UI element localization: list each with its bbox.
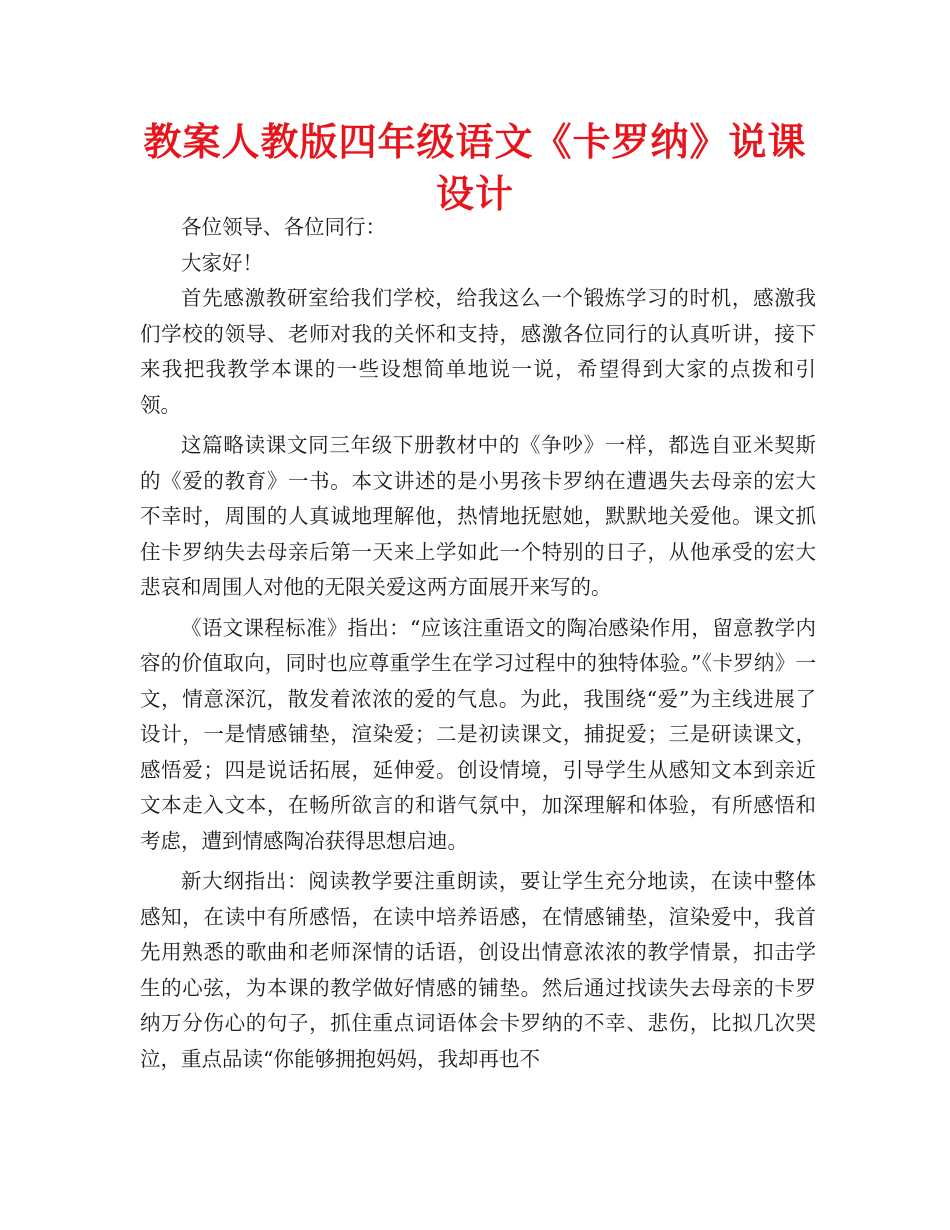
document-title: 教案人教版四年级语文《卡罗纳》说课设计 <box>143 120 807 216</box>
document-body <box>140 210 816 1077</box>
paragraph-text-intro: 这篇略读课文同三年级下册教材中的《争吵》一样，都选自亚米契斯的《爱的教育》一书。本文讲述的是小男孩卡罗纳在遭遇失去母亲的宏大不幸时，周围的人真诚地理解他，热情地抚慰她，默默地关爱他。课文抓住卡罗纳失去母亲后第一天来上学如此一个特别的日子，从他承受的宏大悲哀和周围人对他的无限关爱这两方面展开来写的。 <box>140 433 816 599</box>
salutation-line: 各位领导、各位同行： <box>181 215 386 239</box>
paragraph-thanks: 首先感激教研室给我们学校，给我这么一个锻炼学习的时机，感激我们学校的领导、老师对我的关怀和支持，感激各位同行的认真听讲，接下来我把我教学本课的一些设想简单地说一说，希望得到大家的点拨和引领。 <box>140 286 816 417</box>
greeting-line: 大家好！ <box>181 250 263 275</box>
paragraph-new-syllabus: 新大纲指出：阅读教学要注重朗读，要让学生充分地读，在读中整体感知，在读中有所感悟，在读中培养语感，在情感铺垫，渲染爱中，我首先用熟悉的歌曲和老师深情的话语，创设出情意浓浓的教学情景，扣击学生的心弦，为本课的教学做好情感的铺垫。然后通过找读失去母亲的卡罗纳万分伤心的句子，抓住重点词语体会卡罗纳的不幸、悲伤，比拟几次哭泣，重点品读“你能够拥抱妈妈，我却再也不 <box>140 869 816 1071</box>
paragraph-curriculum-standard: 《语文课程标准》指出：“应该注重语文的陶冶感染作用，留意教学内容的价值取向，同时也应尊重学生在学习过程中的独特体验。”《卡罗纳》一文，情意深沉，散发着浓浓的爱的气息。为此，我围绕“爱”为主线进展了设计，一是情感铺垫，渲染爱；二是初读课文，捕捉爱；三是研读课文，感悟爱；四是说话拓展，延伸爱。创设情境，引导学生从感知文本到亲近文本走入文本，在畅所欲言的和谐气氛中，加深理解和体验，有所感悟和考虑，遭到情感陶冶获得思想启迪。 <box>140 615 816 853</box>
